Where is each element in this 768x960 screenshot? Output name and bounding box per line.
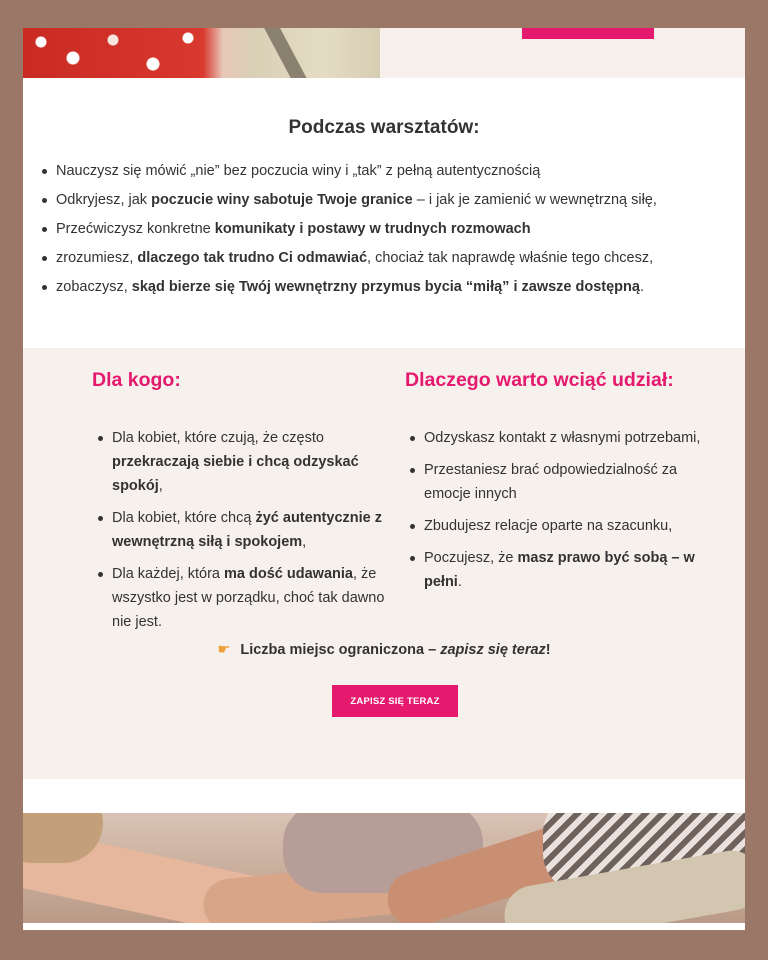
why-list [410,426,705,602]
limited-seats-notice: ☛ Liczba miejsc ograniczona – zapisz się teraz! [217,642,551,658]
workshop-title: Podczas warsztatów: [288,117,480,138]
who-item: Dla kobiet, które chcą żyć autentycznie z wewnętrzną siłą i spokojem, [98,506,388,554]
why-title: Dlaczego warto wciąć udział: [405,369,674,391]
who-item: Dla kobiet, które czują, że często przekraczają siebie i chcą odzyskać spokój, [98,426,388,498]
top-strip [23,28,745,78]
why-item: Poczujesz, że masz prawo być sobą – w pełni. [410,546,705,594]
workshop-item: Przećwiczysz konkretne komunikaty i postawy w trudnych rozmowach [42,219,742,248]
who-title: Dla kogo: [92,369,181,391]
workshop-section [23,78,745,348]
page [23,28,745,930]
audience-benefits-section [23,348,745,779]
why-item: Przestaniesz brać odpowiedzialność za emocje innych [410,458,705,506]
workshop-item: zrozumiesz, dlaczego tak trudno Ci odmawiać, chociaż tak naprawdę właśnie tego chcesz, [42,248,742,277]
top-photo [23,28,380,78]
signup-now-button[interactable]: ZAPISZ SIĘ TERAZ [332,685,458,717]
pointing-hand-icon: ☛ [217,642,231,658]
workshop-list [23,161,742,306]
who-item: Dla każdej, która ma dość udawania, że wszystko jest w porządku, choć tak dawno nie jest. [98,562,388,634]
workshop-item: Odkryjesz, jak poczucie winy sabotuje Twoje granice – i jak je zamienić w wewnętrzną siłę, [42,190,742,219]
why-item: Zbudujesz relacje oparte na szacunku, [410,514,705,538]
workshop-item: Nauczysz się mówić „nie” bez poczucia winy i „tak” z pełną autentycznością [42,161,742,190]
who-list [98,426,388,642]
workshop-item: zobaczysz, skąd bierze się Twój wewnętrzny przymus bycia “miłą” i zawsze dostępną. [42,277,742,306]
bottom-photo [23,813,745,923]
top-signup-button[interactable] [522,28,654,39]
why-item: Odzyskasz kontakt z własnymi potrzebami, [410,426,705,450]
